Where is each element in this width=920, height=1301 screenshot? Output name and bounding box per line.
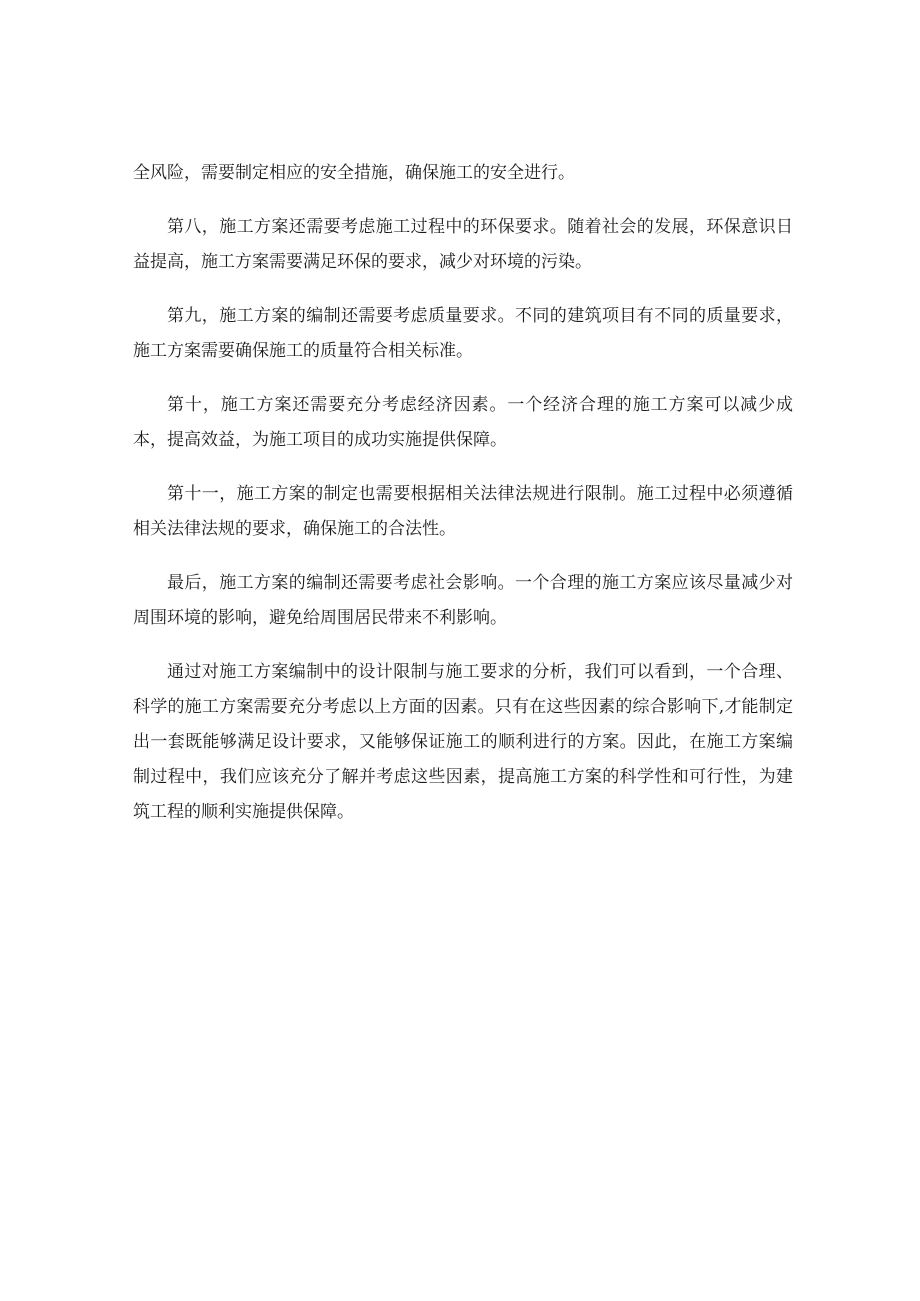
paragraph-eleventh-legal: 第十一，施工方案的制定也需要根据相关法律法规进行限制。施工过程中必须遵循相关法律法规的要求，确保施工的合法性。 xyxy=(133,484,793,539)
paragraph-continued-safety: 全风险，需要制定相应的安全措施，确保施工的安全进行。 xyxy=(133,163,575,183)
paragraph-conclusion: 通过对施工方案编制中的设计限制与施工要求的分析，我们可以看到，一个合理、科学的施工方案需要充分考虑以上方面的因素。只有在这些因素的综合影响下,才能制定出一套既能够满足设计要求，又能够保证施工的顺利进行的方案。因此，在施工方案编制过程中，我们应该充分了解并考虑这些因素，提高施工方案的科学性和可行性，为建筑工程的顺利实施提供保障。 xyxy=(133,662,793,822)
paragraph-last-social: 最后，施工方案的编制还需要考虑社会影响。一个合理的施工方案应该尽量减少对周围环境的影响，避免给周围居民带来不利影响。 xyxy=(133,573,793,628)
document-page xyxy=(133,156,793,849)
paragraph-ninth-quality: 第九，施工方案的编制还需要考虑质量要求。不同的建筑项目有不同的质量要求，施工方案需要确保施工的质量符合相关标准。 xyxy=(133,306,793,361)
paragraph-tenth-economic: 第十，施工方案还需要充分考虑经济因素。一个经济合理的施工方案可以减少成本，提高效益，为施工项目的成功实施提供保障。 xyxy=(133,395,793,450)
paragraph-eighth-environmental: 第八，施工方案还需要考虑施工过程中的环保要求。随着社会的发展，环保意识日益提高，施工方案需要满足环保的要求，减少对环境的污染。 xyxy=(133,217,793,272)
